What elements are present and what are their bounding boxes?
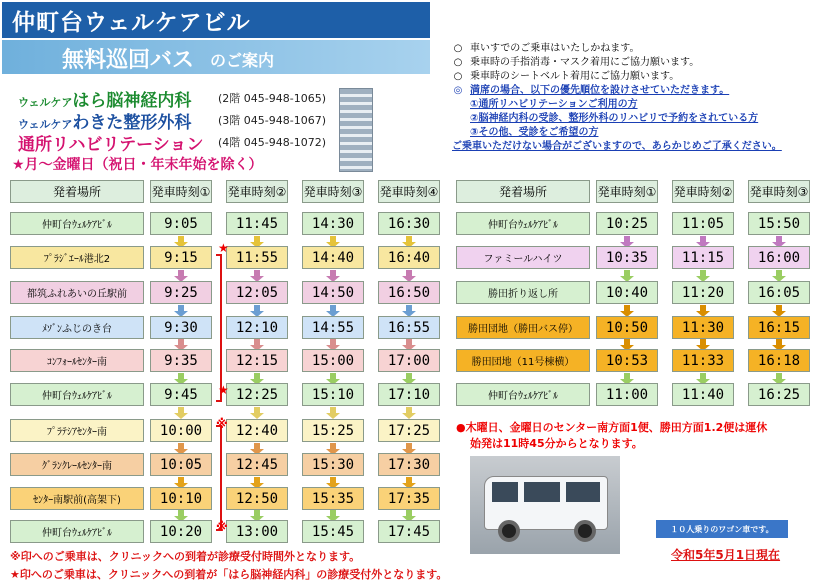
- note-item: [452, 42, 782, 56]
- column-header: 発車時刻①: [150, 180, 212, 203]
- departure-time: 14:30: [302, 212, 364, 235]
- departure-time: 15:25: [302, 419, 364, 442]
- van-window: [492, 482, 518, 502]
- clinic-phone: 045-948-1072): [243, 136, 327, 149]
- subtitle-banner: [2, 40, 430, 74]
- departure-time: 17:35: [378, 487, 440, 510]
- clinic-info: [218, 112, 326, 128]
- down-arrow-icon: [250, 407, 264, 419]
- priority-item: ①通所リハビリテーションご利用の方: [470, 99, 638, 110]
- clinic-prefix: ウェルケア: [18, 96, 73, 109]
- departure-time: 9:05: [150, 212, 212, 235]
- column-header: 発車時刻①: [596, 180, 658, 203]
- departure-time: 10:50: [596, 316, 658, 339]
- operating-days: ★月～金曜日（祝日・年末年始を除く）: [12, 157, 263, 173]
- column-header: 発車時刻④: [378, 180, 440, 203]
- stop-name: 仲町台ｳｪﾙｹｱﾋﾞﾙ: [10, 520, 144, 543]
- stop-name: ｸﾞﾗﾝｸﾚｰﾙｾﾝﾀｰ南: [10, 453, 144, 476]
- clinic-info: [218, 134, 326, 150]
- stop-name: 仲町台ｳｪﾙｹｱﾋﾞﾙ: [456, 212, 590, 235]
- van-wheel: [574, 520, 596, 542]
- departure-time: 9:45: [150, 383, 212, 406]
- departure-time: 10:10: [150, 487, 212, 510]
- departure-time: 12:50: [226, 487, 288, 510]
- departure-time: 17:25: [378, 419, 440, 442]
- column-header: 発車時刻②: [226, 180, 288, 203]
- van-wheel: [498, 520, 520, 542]
- departure-time: 16:00: [748, 246, 810, 269]
- departure-time: 15:10: [302, 383, 364, 406]
- departure-time: 16:18: [748, 349, 810, 372]
- departure-time: 9:35: [150, 349, 212, 372]
- star-mark: ★: [218, 383, 229, 397]
- departure-time: 11:00: [596, 383, 658, 406]
- down-arrow-icon: [402, 407, 416, 419]
- departure-time: 14:55: [302, 316, 364, 339]
- priority-note: [452, 84, 782, 98]
- departure-time: 15:45: [302, 520, 364, 543]
- departure-time: 15:30: [302, 453, 364, 476]
- departure-time: 10:35: [596, 246, 658, 269]
- departure-time: 17:00: [378, 349, 440, 372]
- departure-time: 10:05: [150, 453, 212, 476]
- clinic-phone: 045-948-1065): [243, 92, 327, 105]
- departure-time: 10:25: [596, 212, 658, 235]
- clinic-name: はら脳神経内科: [72, 91, 192, 111]
- column-header: 発車時刻②: [672, 180, 734, 203]
- departure-time: 14:40: [302, 246, 364, 269]
- van-window: [566, 482, 600, 502]
- stop-name: ファミールハイツ: [456, 246, 590, 269]
- departure-time: 10:20: [150, 520, 212, 543]
- page-title: 仲町台ウェルケアビル: [12, 10, 251, 36]
- priority-item: ②脳神経内科の受診、整形外科のリハビリで予約をされている方: [470, 113, 759, 124]
- stop-name: 勝田団地（勝田バス停）: [456, 316, 590, 339]
- departure-time: 12:15: [226, 349, 288, 372]
- stop-name: 仲町台ｳｪﾙｹｱﾋﾞﾙ: [10, 383, 144, 406]
- clinic-phone: 045-948-1067): [243, 114, 327, 127]
- van-window: [524, 482, 560, 502]
- departure-time: 16:55: [378, 316, 440, 339]
- note-text: 満席の場合、以下の優先順位を設けさせていただきます。: [470, 85, 730, 96]
- stop-name: 仲町台ｳｪﾙｹｱﾋﾞﾙ: [456, 383, 590, 406]
- clinic-name: わきた整形外科: [72, 113, 192, 133]
- stop-name: ﾌﾟﾗﾃｼｱｾﾝﾀｰ南: [10, 419, 144, 442]
- departure-time: 9:15: [150, 246, 212, 269]
- departure-time: 11:05: [672, 212, 734, 235]
- footnote-kome: ※印へのご乗車は、クリニックへの到着が診療受付時間外となります。: [10, 550, 361, 563]
- stop-name: ｾﾝﾀｰ南駅前(高架下): [10, 487, 144, 510]
- departure-time: 15:35: [302, 487, 364, 510]
- title-banner: [2, 2, 430, 38]
- departure-time: 16:30: [378, 212, 440, 235]
- note-item: [452, 70, 782, 84]
- kome-bracket: [216, 425, 222, 531]
- note-text: 車いすでのご乗車はいたしかねます。: [470, 43, 640, 54]
- departure-time: 17:10: [378, 383, 440, 406]
- departure-time: 16:50: [378, 281, 440, 304]
- stop-name: 仲町台ｳｪﾙｹｱﾋﾞﾙ: [10, 212, 144, 235]
- van-caption: １０人乗りのワゴン車です。: [656, 520, 788, 538]
- subtitle-main: 無料巡回バス: [62, 48, 195, 73]
- departure-time: 11:20: [672, 281, 734, 304]
- departure-time: 17:45: [378, 520, 440, 543]
- column-header: 発車時刻③: [748, 180, 810, 203]
- down-arrow-icon: [326, 407, 340, 419]
- van-photo: [470, 456, 620, 554]
- note-text: 乗車時の手指消毒・マスク着用にご協力願います。: [470, 57, 700, 68]
- clinic-floor: (4階: [218, 136, 241, 149]
- clinic-name: 通所リハビリテーション: [18, 135, 204, 155]
- star-bracket: [216, 254, 222, 402]
- clinic-floor: (3階: [218, 114, 241, 127]
- departure-time: 12:05: [226, 281, 288, 304]
- departure-time: 9:30: [150, 316, 212, 339]
- subtitle-suffix: のご案内: [210, 51, 275, 70]
- clinic-info: [218, 90, 326, 106]
- departure-time: 17:30: [378, 453, 440, 476]
- departure-time: 10:53: [596, 349, 658, 372]
- departure-time: 12:10: [226, 316, 288, 339]
- departure-time: 12:45: [226, 453, 288, 476]
- note-symbol: ○: [453, 57, 463, 68]
- stop-name: ﾌﾟﾗｼﾞｴｰﾙ港北2: [10, 246, 144, 269]
- departure-time: 12:40: [226, 419, 288, 442]
- column-header: 発着場所: [10, 180, 144, 203]
- departure-time: 15:00: [302, 349, 364, 372]
- stop-name: 勝田団地（11号棟横）: [456, 349, 590, 372]
- departure-time: 16:05: [748, 281, 810, 304]
- footnote-star: ★印へのご乗車は、クリニックへの到着が「はら脳神経内科」の診療受付外となります。: [10, 568, 448, 581]
- stop-name: ｺﾝﾌｫｰﾙｾﾝﾀｰ南: [10, 349, 144, 372]
- clinic-prefix: ウェルケア: [18, 118, 73, 131]
- holiday-note-line: ●木曜日、金曜日のセンター南方面1便、勝田方面1.2便は運休: [456, 421, 768, 434]
- notes-block: [452, 42, 782, 154]
- departure-time: 10:40: [596, 281, 658, 304]
- as-of-date: 令和5年5月1日現在: [671, 548, 781, 562]
- departure-time: 12:25: [226, 383, 288, 406]
- departure-time: 11:45: [226, 212, 288, 235]
- departure-time: 16:15: [748, 316, 810, 339]
- departure-time: 15:50: [748, 212, 810, 235]
- column-header: 発車時刻③: [302, 180, 364, 203]
- column-header: 発着場所: [456, 180, 590, 203]
- departure-time: 13:00: [226, 520, 288, 543]
- departure-time: 16:25: [748, 383, 810, 406]
- priority-item: ③その他、受診をご希望の方: [470, 127, 599, 138]
- departure-time: 11:55: [226, 246, 288, 269]
- clinic-floor: (2階: [218, 92, 241, 105]
- departure-time: 11:40: [672, 383, 734, 406]
- kome-mark: ※: [216, 417, 228, 431]
- departure-time: 11:33: [672, 349, 734, 372]
- departure-time: 10:00: [150, 419, 212, 442]
- note-symbol: ○: [453, 71, 463, 82]
- stop-name: ﾒｿﾞﾝふじのき台: [10, 316, 144, 339]
- departure-time: 11:15: [672, 246, 734, 269]
- departure-time: 11:30: [672, 316, 734, 339]
- closing-note: ご乗車いただけない場合がございますので、あらかじめご了承ください。: [452, 141, 782, 152]
- holiday-note: [456, 420, 767, 452]
- clinic-rehabilitation: [18, 130, 327, 155]
- note-symbol: ◎: [453, 85, 463, 96]
- building-photo: [339, 88, 373, 172]
- star-mark: ★: [218, 241, 229, 255]
- departure-time: 16:40: [378, 246, 440, 269]
- down-arrow-icon: [174, 407, 188, 419]
- departure-time: 14:50: [302, 281, 364, 304]
- kome-mark: ※: [216, 520, 228, 534]
- note-text: 乗車時のシートベルト着用にご協力願います。: [470, 71, 680, 82]
- stop-name: 勝田折り返し所: [456, 281, 590, 304]
- departure-time: 9:25: [150, 281, 212, 304]
- note-symbol: ○: [453, 43, 463, 54]
- note-item: [452, 56, 782, 70]
- stop-name: 都筑ふれあいの丘駅前: [10, 281, 144, 304]
- holiday-note-line: 始発は11時45分からとなります。: [470, 437, 643, 450]
